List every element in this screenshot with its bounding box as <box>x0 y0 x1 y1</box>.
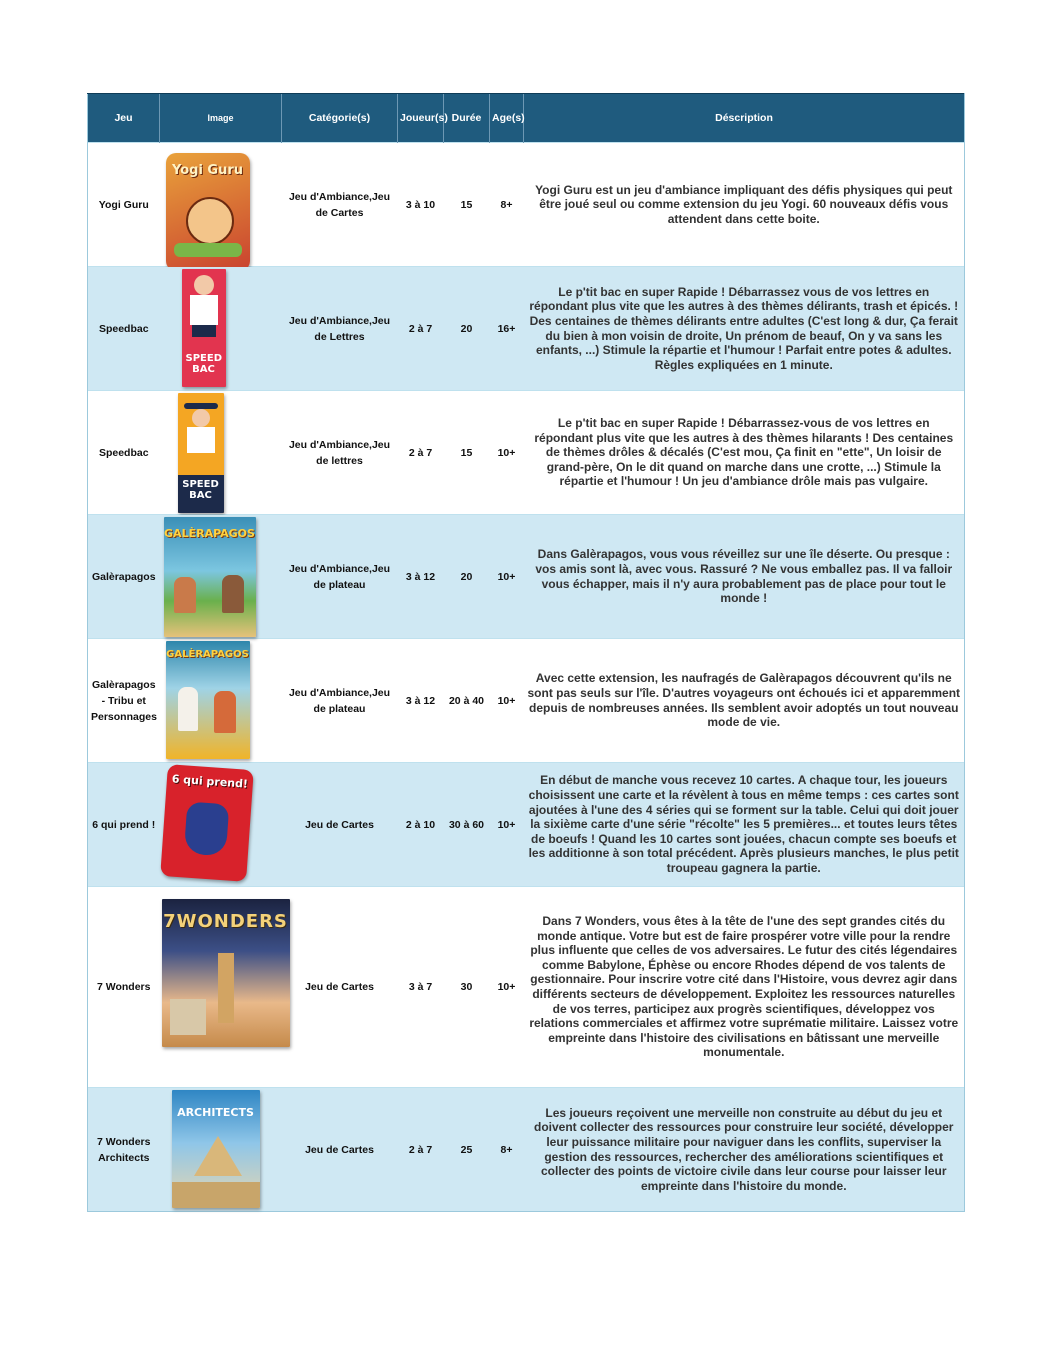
game-image-cell <box>160 763 282 887</box>
game-image-cell <box>160 143 282 267</box>
table-row <box>88 639 965 763</box>
game-duration: 15 <box>444 143 490 267</box>
box-title: GALÈRAPAGOS <box>164 527 255 540</box>
category-line: Jeu de Cartes <box>305 981 374 993</box>
game-ages: 8+ <box>490 1088 524 1212</box>
game-box-image <box>160 764 254 882</box>
game-duration: 20 à 40 <box>444 639 490 763</box>
game-box-image <box>164 517 256 637</box>
category-line: Jeu de Cartes <box>305 818 374 831</box>
category-line: Jeu de Cartes <box>305 1143 374 1156</box>
game-categories <box>282 391 398 515</box>
game-name: Yogi Guru <box>88 143 160 267</box>
box-title: 6 qui prend! <box>170 772 248 791</box>
game-box-image <box>182 269 226 387</box>
game-ages: 10+ <box>490 639 524 763</box>
game-players: 2 à 10 <box>398 763 444 887</box>
games-table <box>87 93 965 1212</box>
table-row <box>88 887 965 1088</box>
box-title: SPEED BAC <box>185 353 222 375</box>
game-players: 3 à 10 <box>398 143 444 267</box>
game-image-cell <box>160 391 282 515</box>
game-description: Dans Galèrapagos, vous vous réveillez sur une île déserte. Ou presque : vos amis sont là, avec vous. Rassuré ? Ne vous emballez pas. Il va falloir vous échapper, mais il n'y aura probablement pas de place pour tout le monde ! <box>524 515 965 639</box>
game-image-cell <box>160 1088 282 1212</box>
category-line: de Cartes <box>315 206 364 219</box>
header-image: Image <box>160 94 282 143</box>
game-name <box>88 1088 160 1212</box>
game-ages: 10+ <box>490 763 524 887</box>
game-categories <box>282 143 398 267</box>
game-description: Le p'tit bac en super Rapide ! Débarrassez-vous de vos lettres en répondant plus vite que les autres à des thèmes hilarants ! Des centaines de thèmes drôles & décalés (C'est mou, Ça finit en "ette", Un loisir de grand-père, On le dit quand on marche dans une crotte, ...) Stimule la répartie et l'humour ! Un jeu d'ambiance drôle mais pas vulgaire. <box>524 391 965 515</box>
game-description: Le p'tit bac en super Rapide ! Débarrassez vous de vos lettres en répondant plus vite que les autres à des thèmes délirants, trash et épicés. ! Des centaines de thèmes délirants entre adultes (C'est long & dur, Ça ferait du bien à mon voisin de droite, Un prénom de beauf, On y va sans les enfants, ...) Stimule la répartie et l'humour ! Parfait entre potes & adultes. Règles expliquées en 1 minute. <box>524 267 965 391</box>
game-box-image <box>162 899 290 1047</box>
game-name-line: Galèrapagos <box>91 678 156 691</box>
game-players: 2 à 7 <box>398 391 444 515</box>
box-title: SPEED BAC <box>182 479 219 501</box>
box-title: ARCHITECTS <box>177 1106 254 1119</box>
game-name: 6 qui prend ! <box>88 763 160 887</box>
header-ages: Age(s) <box>490 94 524 143</box>
box-title: Yogi Guru <box>171 163 244 178</box>
game-name: Speedbac <box>88 391 160 515</box>
game-name: Galèrapagos <box>88 515 160 639</box>
table-row <box>88 1088 965 1212</box>
game-categories <box>282 515 398 639</box>
game-name-line: - Tribu et <box>101 694 146 707</box>
game-box-image <box>178 393 224 513</box>
game-description: Les joueurs reçoivent une merveille non construite au début du jeu et doivent collecter des ressources pour construire leur société, développer leur puissance militaire pour naviguer dans les conflits, superviser la gestion des ressources, rechercher des améliorations scientifiques et collecter des points de victoire civile dans leur course pour laisser leur empreinte dans l'histoire du monde. <box>524 1088 965 1212</box>
header-categories: Catégorie(s) <box>282 94 398 143</box>
game-description: En début de manche vous recevez 10 cartes. A chaque tour, les joueurs choisissent une carte et la révèlent à tous en même temps : ces cartes sont ajoutées à l'une des 4 séries qui se forment sur la table. Celui qui doit jouer la sixième carte d'une série "récolte" les 5 premières... et toutes leurs têtes de boeufs ! Quand les 10 cartes sont jouées, chacun compte ses boeufs et les additionne à son total précédent. Après plusieurs manches, le plus petit troupeau gagnera la partie. <box>524 763 965 887</box>
game-duration: 20 <box>444 267 490 391</box>
game-categories <box>282 1088 398 1212</box>
box-title: GALÈRAPAGOS <box>166 649 249 660</box>
game-duration: 25 <box>444 1088 490 1212</box>
game-players: 3 à 12 <box>398 639 444 763</box>
game-box-image <box>166 153 250 271</box>
category-line: Jeu d'Ambiance,Jeu <box>288 438 391 451</box>
game-description: Dans 7 Wonders, vous êtes à la tête de l'une des sept grandes cités du monde antique. Votre but est de faire prospérer votre ville pour la rendre plus influente que celles de vos adversaires. Le futur des cités légendaires comme Babylone, Éphèse ou encore Rhodes dépend de vos talents de gestionnaire. Pour inscrire votre cité dans l'Histoire, vous devrez agir dans différents secteurs de développement. Exploitez les ressources naturelles de vos terres, participez aux progrès scientifiques, développez vos relations commerciales et affirmez votre suprématie militaire. Laissez votre empreinte dans l'histoire des civilisations en bâtissant une merveille monumentale. <box>524 887 965 1088</box>
box-title: 7WONDERS <box>163 911 288 932</box>
header-description: Déscription <box>524 94 965 143</box>
game-name-line: 7 Wonders <box>97 1135 151 1148</box>
table-header-row <box>88 94 965 143</box>
game-players: 3 à 7 <box>398 887 444 1088</box>
game-ages: 16+ <box>490 267 524 391</box>
game-players: 3 à 12 <box>398 515 444 639</box>
game-name-line: Personnages <box>91 710 157 723</box>
game-ages: 10+ <box>490 887 524 1088</box>
game-image-cell <box>160 887 288 1088</box>
category-line: Jeu d'Ambiance,Jeu <box>288 686 391 699</box>
game-categories <box>282 639 398 763</box>
table-row <box>88 267 965 391</box>
header-duree: Durée <box>444 94 490 143</box>
game-box-image <box>166 641 250 759</box>
game-players: 2 à 7 <box>398 1088 444 1212</box>
game-duration: 30 <box>444 887 490 1088</box>
game-image-cell <box>160 515 282 639</box>
game-duration: 15 <box>444 391 490 515</box>
category-line: de plateau <box>313 578 366 591</box>
header-jeu: Jeu <box>88 94 160 143</box>
game-image-cell <box>160 639 282 763</box>
game-name <box>88 639 160 763</box>
game-image-cell <box>160 267 282 391</box>
game-name: Speedbac <box>88 267 160 391</box>
game-ages: 10+ <box>490 515 524 639</box>
table-row <box>88 143 965 267</box>
game-name-line: Architects <box>98 1151 150 1164</box>
game-description: Yogi Guru est un jeu d'ambiance impliquant des défis physiques qui peut être joué seul ou comme extension du jeu Yogi. 60 nouveaux défis vous attendent dans cette boite. <box>524 143 965 267</box>
category-line: de plateau <box>313 702 366 715</box>
category-line: de Lettres <box>314 330 365 343</box>
header-joueurs: Joueur(s) <box>398 94 444 143</box>
category-line: Jeu d'Ambiance,Jeu <box>288 190 391 203</box>
game-ages: 8+ <box>490 143 524 267</box>
game-box-image <box>172 1090 260 1208</box>
game-name: 7 Wonders <box>88 887 160 1088</box>
game-players: 2 à 7 <box>398 267 444 391</box>
game-duration: 30 à 60 <box>444 763 490 887</box>
game-duration: 20 <box>444 515 490 639</box>
game-ages: 10+ <box>490 391 524 515</box>
game-description: Avec cette extension, les naufragés de Galèrapagos découvrent qu'ils ne sont pas seuls sur l'île. D'autres voyageurs ont échoués ici et apparemment depuis de nombreuses années. Ils semblent avoir adoptés un tout nouveau mode de vie. <box>524 639 965 763</box>
table-row <box>88 515 965 639</box>
category-line: de lettres <box>316 454 363 467</box>
game-categories <box>282 267 398 391</box>
game-categories <box>282 887 398 1088</box>
table-row <box>88 391 965 515</box>
game-categories <box>282 763 398 887</box>
category-line: Jeu d'Ambiance,Jeu <box>288 314 391 327</box>
category-line: Jeu d'Ambiance,Jeu <box>288 562 391 575</box>
table-row <box>88 763 965 887</box>
